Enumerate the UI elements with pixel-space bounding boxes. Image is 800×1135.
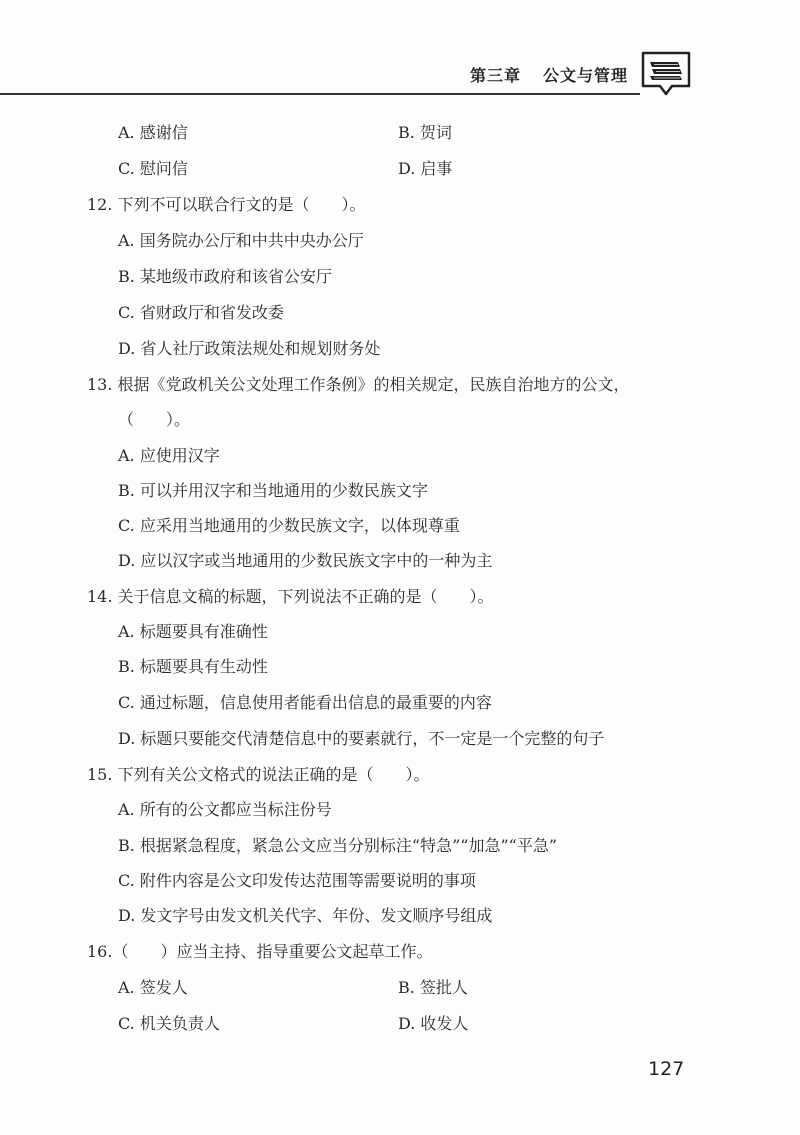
- q14-option-c: C. 通过标题，信息使用者能看出信息的最重要的内容: [118, 693, 492, 712]
- q12-option-c: C. 省财政厅和省发改委: [118, 303, 284, 322]
- q13-option-d: D. 应以汉字或当地通用的少数民族文字中的一种为主: [118, 551, 493, 570]
- q11-option-b: B. 贺词: [398, 123, 452, 142]
- q16-option-d: D. 收发人: [398, 1014, 469, 1033]
- q15-option-a: A. 所有的公文都应当标注份号: [118, 800, 332, 819]
- q16-option-a: A. 签发人: [118, 978, 188, 997]
- q12-stem: 12. 下列不可以联合行文的是（ ）。: [87, 195, 366, 214]
- q13-option-b: B. 可以并用汉字和当地通用的少数民族文字: [118, 481, 428, 500]
- q13-option-a: A. 应使用汉字: [118, 446, 220, 465]
- section-label: 公文与管理: [543, 66, 629, 85]
- q15-option-b: B. 根据紧急程度，紧急公文应当分别标注“特急”“加急”“平急”: [118, 836, 558, 855]
- q13-option-c: C. 应采用当地通用的少数民族文字，以体现尊重: [118, 516, 460, 535]
- books-icon: [640, 50, 692, 98]
- q12-option-b: B. 某地级市政府和该省公安厅: [118, 267, 332, 286]
- q15-stem: 15. 下列有关公文格式的说法正确的是（ ）。: [87, 765, 430, 784]
- q16-option-b: B. 签批人: [398, 978, 468, 997]
- q15-option-d: D. 发文字号由发文机关代字、年份、发文顺序号组成: [118, 906, 493, 925]
- q14-option-b: B. 标题要具有生动性: [118, 657, 268, 676]
- page-number: 127: [648, 1058, 685, 1080]
- q14-option-d: D. 标题只要能交代清楚信息中的要素就行，不一定是一个完整的句子: [118, 729, 605, 748]
- q16-option-c: C. 机关负责人: [118, 1014, 220, 1033]
- q13-stem: 13. 根据《党政机关公文处理工作条例》的相关规定，民族自治地方的公文，: [87, 375, 630, 394]
- q12-option-a: A. 国务院办公厅和中共中央办公厅: [118, 231, 364, 250]
- q16-stem: 16.（ ）应当主持、指导重要公文起草工作。: [87, 942, 433, 961]
- q11-option-a: A. 感谢信: [118, 123, 188, 142]
- q13-stem-continued: （ ）。: [118, 410, 191, 429]
- q12-option-d: D. 省人社厅政策法规处和规划财务处: [118, 339, 381, 358]
- q11-option-c: C. 慰问信: [118, 159, 188, 178]
- q14-stem: 14. 关于信息文稿的标题，下列说法不正确的是（ ）。: [87, 587, 494, 606]
- q14-option-a: A. 标题要具有准确性: [118, 622, 268, 641]
- q11-option-d: D. 启事: [398, 159, 453, 178]
- q15-option-c: C. 附件内容是公文印发传达范围等需要说明的事项: [118, 871, 476, 890]
- header-rule: [0, 93, 640, 95]
- running-header: [470, 63, 628, 86]
- chapter-label: 第三章: [470, 66, 522, 85]
